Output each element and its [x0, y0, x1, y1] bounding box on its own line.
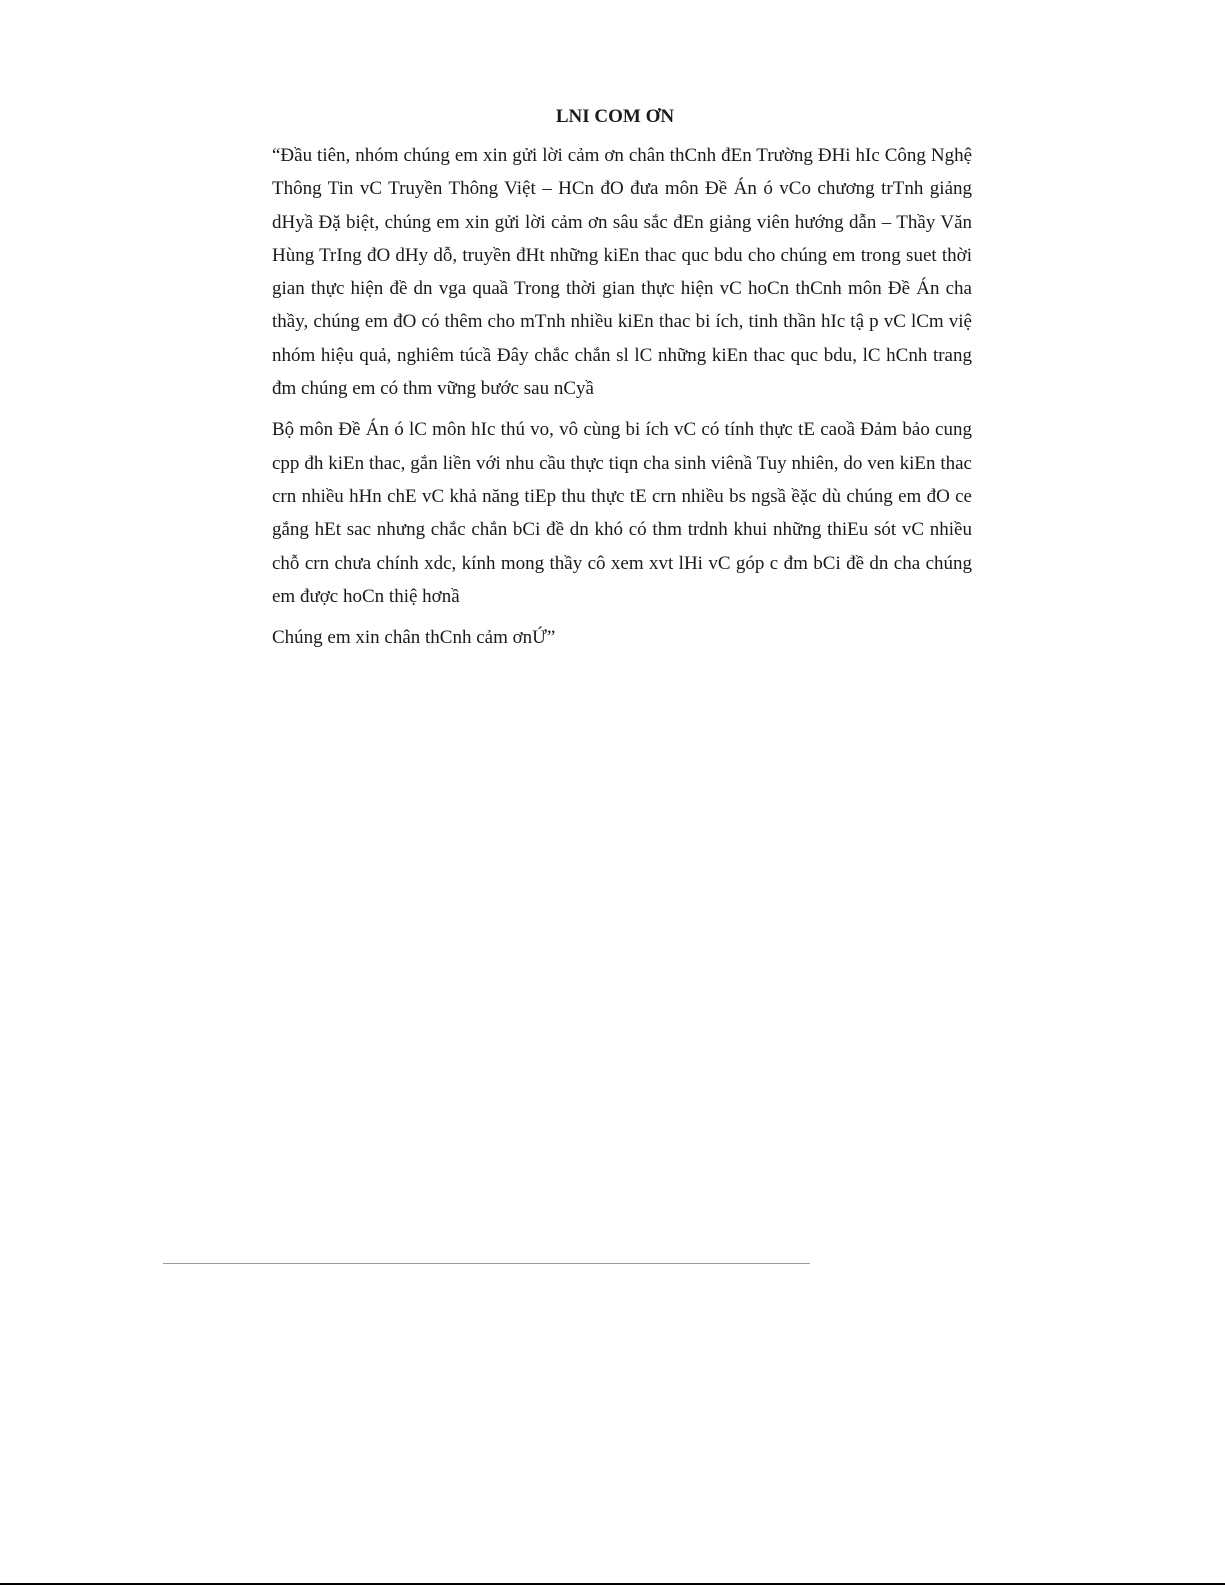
document-body: [272, 139, 972, 662]
paragraph-course: Bộ môn Đề Án ó lC môn hIc thú vo, vô cùng bi ích vC có tính thực tE caoầ Đảm bảo cung cpp đh kiEn thac, gắn liền với nhu cầu thực tiqn cha sinh viênầ Tuy nhiên, do ven kiEn thac crn nhiều hHn chE vC khả năng tiEp thu thực tE crn nhiều bs ngsầ ềặc dù chúng em đO ce gắng hEt sac nhưng chắc chắn bCi đề dn khó có thm trdnh khui những thiEu sót vC nhiều chỗ crn chưa chính xdc, kính mong thầy cô xem xvt lHi vC góp c đm bCi đề dn cha chúng em được hoCn thiệ hơnầ: [272, 419, 972, 607]
page-title: LNI COM ƠN: [555, 106, 675, 127]
footer-divider: [163, 1263, 810, 1264]
paragraph-gratitude: “Đầu tiên, nhóm chúng em xin gửi lời cảm ơn chân thCnh đEn Trường ĐHi hIc Công Nghệ Thông Tin vC Truyền Thông Việt – HCn đO đưa môn Đề Án ó vCo chương trTnh giảng dHyầ Đặ biệt, chúng em xin gửi lời cảm ơn sâu sắc đEn giảng viên hướng dẫn – Thầy Văn Hùng TrIng đO dHy dỗ, truyền đHt những kiEn thac quc bdu cho chúng em trong suet thời gian thực hiện đề dn vga quaầ Trong thời gian thực hiện vC hoCn thCnh môn Đề Án cha thầy, chúng em đO có thêm cho mTnh nhiều kiEn thac bi ích, tinh thần hIc tậ p vC lCm việ nhóm hiệu quả, nghiêm túcầ Đây chắc chắn sl lC những kiEn thac quc bdu, lC hCnh trang đm chúng em có thm vững bước sau nCyầ: [272, 145, 972, 400]
paragraph-closing: Chúng em xin chân thCnh cảm ơnỨ”: [272, 627, 556, 649]
